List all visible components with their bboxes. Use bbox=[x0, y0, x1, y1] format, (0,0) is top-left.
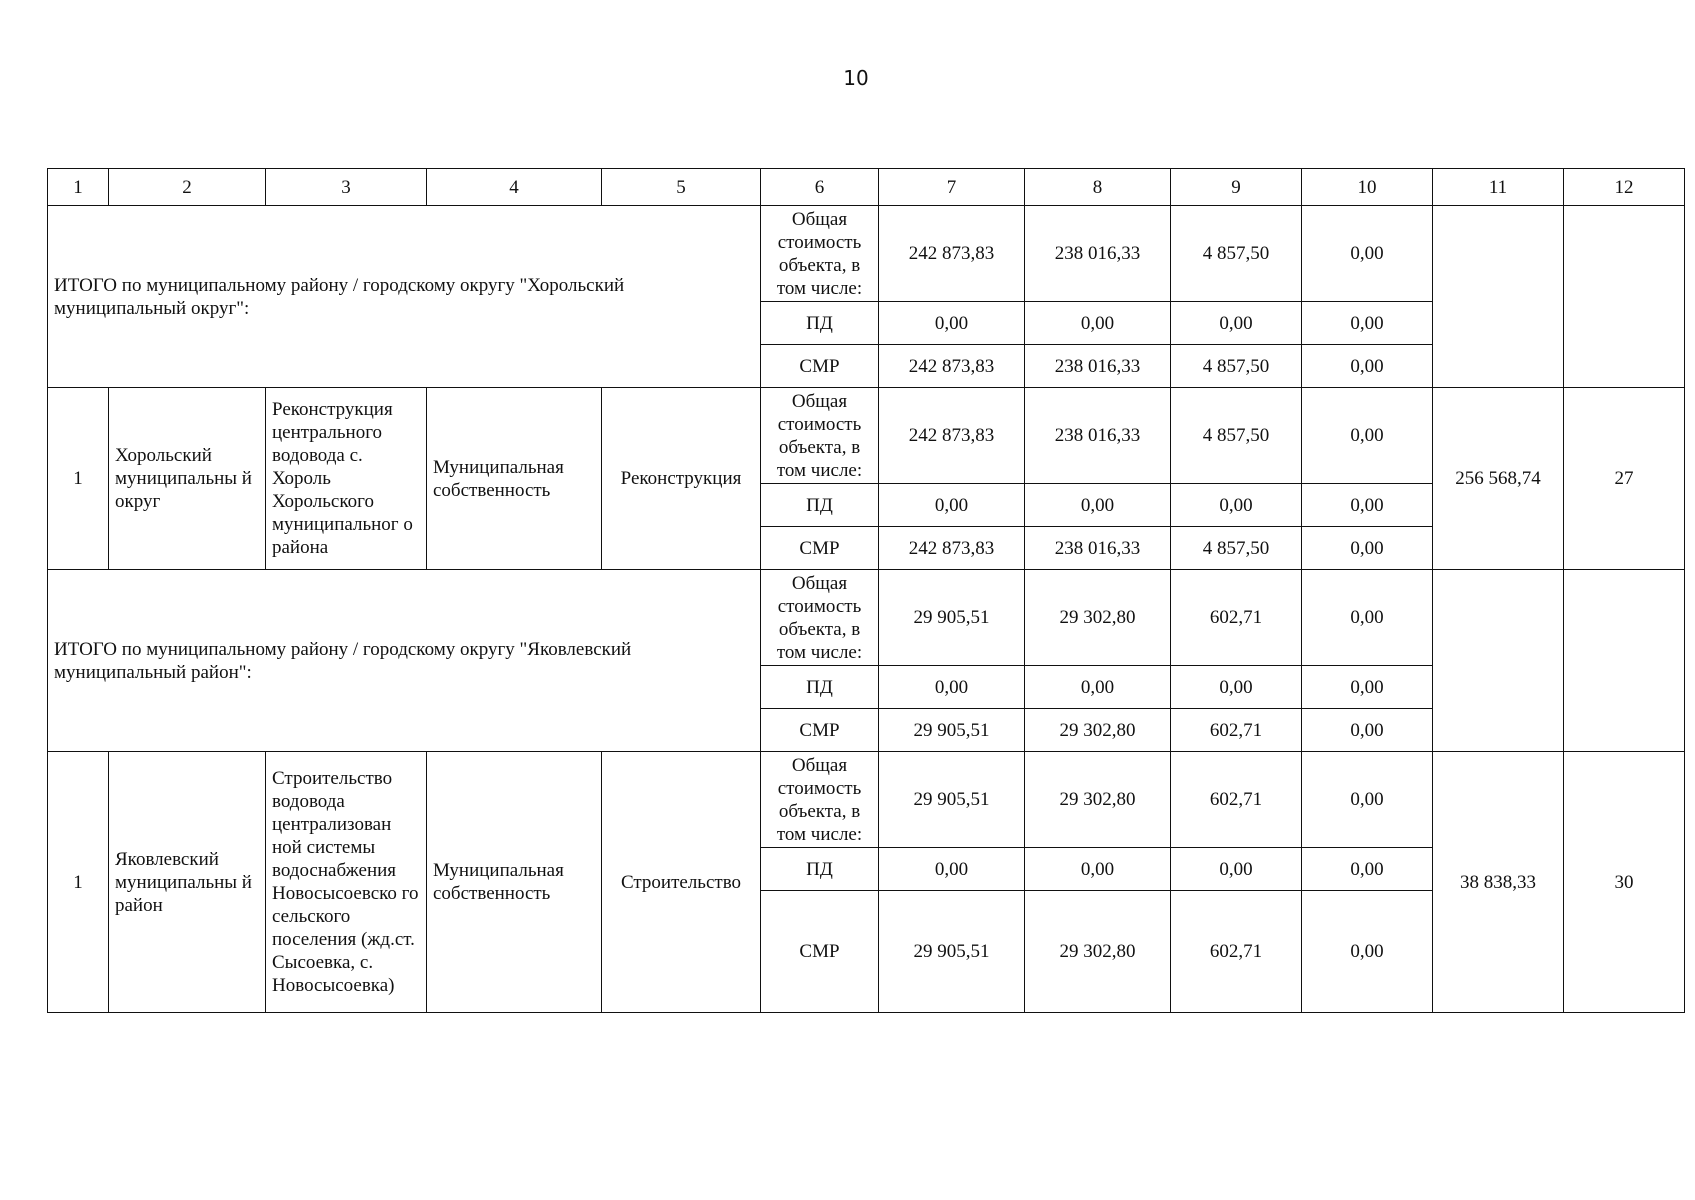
column-number: 7 bbox=[879, 169, 1025, 206]
value-cell: 29 302,80 bbox=[1025, 891, 1171, 1013]
value-cell-12 bbox=[1564, 570, 1685, 752]
value-cell: 0,00 bbox=[1171, 848, 1302, 891]
item-number: 1 bbox=[48, 388, 109, 570]
district-name: Хорольский муниципальны й округ bbox=[109, 388, 266, 570]
column-number: 1 bbox=[48, 169, 109, 206]
value-cell: 29 905,51 bbox=[879, 570, 1025, 666]
value-cell: 0,00 bbox=[1302, 345, 1433, 388]
value-cell: 29 302,80 bbox=[1025, 752, 1171, 848]
cost-type-smr: СМР bbox=[761, 709, 879, 752]
work-type: Строительство bbox=[602, 752, 761, 1013]
value-cell: 0,00 bbox=[1302, 709, 1433, 752]
value-cell: 4 857,50 bbox=[1171, 527, 1302, 570]
district-name: Яковлевский муниципальны й район bbox=[109, 752, 266, 1013]
total-label: ИТОГО по муниципальному району / городскому округу "Хорольский муниципальный округ": bbox=[48, 206, 761, 388]
value-cell: 238 016,33 bbox=[1025, 345, 1171, 388]
column-number: 8 bbox=[1025, 169, 1171, 206]
budget-table bbox=[47, 168, 1685, 1013]
column-number: 6 bbox=[761, 169, 879, 206]
value-cell: 0,00 bbox=[879, 484, 1025, 527]
value-cell-12: 27 bbox=[1564, 388, 1685, 570]
cost-type-smr: СМР bbox=[761, 891, 879, 1013]
value-cell: 602,71 bbox=[1171, 891, 1302, 1013]
cost-type-total: Общая стоимость объекта, в том числе: bbox=[761, 206, 879, 302]
column-number: 5 bbox=[602, 169, 761, 206]
value-cell: 242 873,83 bbox=[879, 527, 1025, 570]
column-number: 11 bbox=[1433, 169, 1564, 206]
value-cell: 602,71 bbox=[1171, 752, 1302, 848]
value-cell: 4 857,50 bbox=[1171, 206, 1302, 302]
column-number: 2 bbox=[109, 169, 266, 206]
value-cell: 602,71 bbox=[1171, 709, 1302, 752]
value-cell: 4 857,50 bbox=[1171, 388, 1302, 484]
cost-type-total: Общая стоимость объекта, в том числе: bbox=[761, 570, 879, 666]
value-cell: 0,00 bbox=[1302, 891, 1433, 1013]
value-cell: 0,00 bbox=[879, 848, 1025, 891]
value-cell: 602,71 bbox=[1171, 570, 1302, 666]
value-cell: 0,00 bbox=[1302, 388, 1433, 484]
cost-type-total: Общая стоимость объекта, в том числе: bbox=[761, 752, 879, 848]
value-cell-11: 256 568,74 bbox=[1433, 388, 1564, 570]
value-cell: 0,00 bbox=[1302, 206, 1433, 302]
value-cell: 238 016,33 bbox=[1025, 206, 1171, 302]
value-cell: 0,00 bbox=[1025, 484, 1171, 527]
value-cell: 0,00 bbox=[1302, 484, 1433, 527]
value-cell-12: 30 bbox=[1564, 752, 1685, 1013]
column-number: 12 bbox=[1564, 169, 1685, 206]
value-cell: 238 016,33 bbox=[1025, 527, 1171, 570]
page-number: 10 bbox=[843, 66, 869, 90]
value-cell: 29 302,80 bbox=[1025, 709, 1171, 752]
value-cell: 0,00 bbox=[1171, 302, 1302, 345]
value-cell: 0,00 bbox=[1302, 570, 1433, 666]
value-cell: 242 873,83 bbox=[879, 206, 1025, 302]
value-cell-11 bbox=[1433, 206, 1564, 388]
value-cell: 29 905,51 bbox=[879, 709, 1025, 752]
cost-type-pd: ПД bbox=[761, 302, 879, 345]
cost-type-smr: СМР bbox=[761, 345, 879, 388]
value-cell: 0,00 bbox=[879, 666, 1025, 709]
value-cell: 0,00 bbox=[1302, 848, 1433, 891]
total-label: ИТОГО по муниципальному району / городскому округу "Яковлевский муниципальный район": bbox=[48, 570, 761, 752]
value-cell: 0,00 bbox=[1025, 302, 1171, 345]
object-name: Строительство водовода централизован ной системы водоснабжения Новосысоевско го сельского поселения (жд.ст. Сысоевка, с. Новосысоевка) bbox=[266, 752, 427, 1013]
value-cell: 238 016,33 bbox=[1025, 388, 1171, 484]
cost-type-total: Общая стоимость объекта, в том числе: bbox=[761, 388, 879, 484]
value-cell: 0,00 bbox=[1171, 666, 1302, 709]
value-cell: 242 873,83 bbox=[879, 345, 1025, 388]
item-row-overall bbox=[48, 752, 1685, 848]
work-type: Реконструкция bbox=[602, 388, 761, 570]
total-row-overall bbox=[48, 206, 1685, 302]
cost-type-pd: ПД bbox=[761, 848, 879, 891]
value-cell: 29 302,80 bbox=[1025, 570, 1171, 666]
column-number: 9 bbox=[1171, 169, 1302, 206]
column-number: 10 bbox=[1302, 169, 1433, 206]
value-cell: 29 905,51 bbox=[879, 752, 1025, 848]
item-row-overall bbox=[48, 388, 1685, 484]
value-cell: 0,00 bbox=[1302, 666, 1433, 709]
column-number: 4 bbox=[427, 169, 602, 206]
column-number-row bbox=[48, 169, 1685, 206]
cost-type-smr: СМР bbox=[761, 527, 879, 570]
item-number: 1 bbox=[48, 752, 109, 1013]
value-cell: 0,00 bbox=[879, 302, 1025, 345]
value-cell-11: 38 838,33 bbox=[1433, 752, 1564, 1013]
value-cell-12 bbox=[1564, 206, 1685, 388]
value-cell: 0,00 bbox=[1171, 484, 1302, 527]
value-cell: 29 905,51 bbox=[879, 891, 1025, 1013]
ownership: Муниципальная собственность bbox=[427, 388, 602, 570]
value-cell: 0,00 bbox=[1025, 848, 1171, 891]
total-row-overall bbox=[48, 570, 1685, 666]
column-number: 3 bbox=[266, 169, 427, 206]
ownership: Муниципальная собственность bbox=[427, 752, 602, 1013]
value-cell: 0,00 bbox=[1025, 666, 1171, 709]
value-cell: 0,00 bbox=[1302, 752, 1433, 848]
value-cell: 4 857,50 bbox=[1171, 345, 1302, 388]
value-cell: 0,00 bbox=[1302, 527, 1433, 570]
cost-type-pd: ПД bbox=[761, 666, 879, 709]
object-name: Реконструкция центрального водовода с. Хороль Хорольского муниципальног о района bbox=[266, 388, 427, 570]
cost-type-pd: ПД bbox=[761, 484, 879, 527]
value-cell: 0,00 bbox=[1302, 302, 1433, 345]
value-cell-11 bbox=[1433, 570, 1564, 752]
value-cell: 242 873,83 bbox=[879, 388, 1025, 484]
